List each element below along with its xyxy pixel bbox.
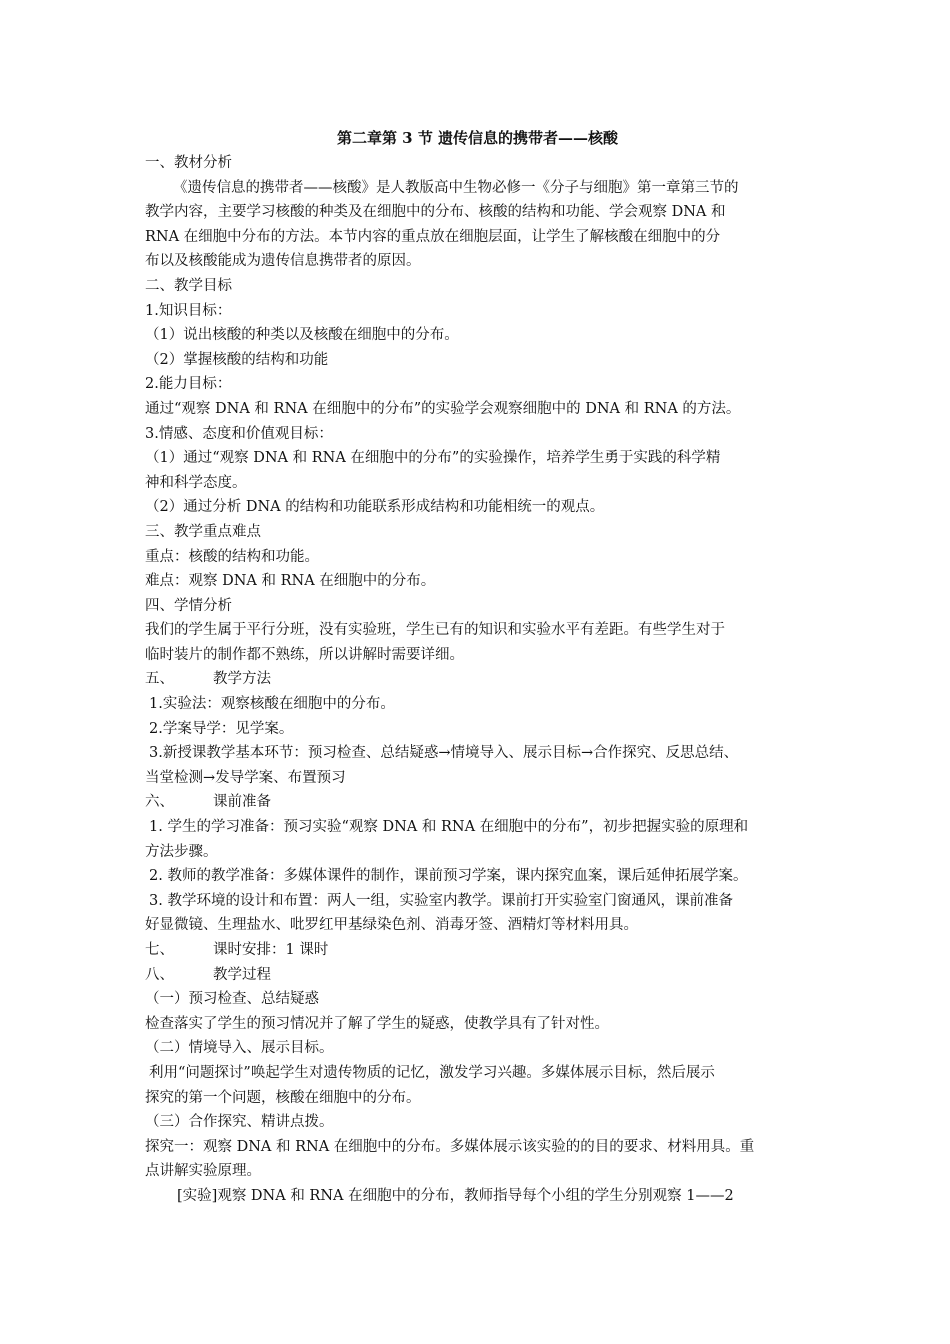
- list-item: 1.实验法：观察核酸在细胞中的分布。: [149, 696, 395, 713]
- paragraph-line: [实验]观察 DNA 和 RNA 在细胞中的分布，教师指导每个小组的学生分别观察 1——2: [177, 1187, 734, 1204]
- section-label: 课时安排：1 课时: [213, 942, 329, 958]
- section-number: 六、: [145, 794, 174, 811]
- section-number: 七、: [145, 942, 174, 958]
- section-heading-2: 二、教学目标: [145, 277, 232, 294]
- list-item: （二）情境导入、展示目标。: [145, 1040, 334, 1057]
- paragraph-line: 利用“问题探讨”唤起学生对遗传物质的记忆，激发学习兴趣。多媒体展示目标，然后展示: [149, 1064, 715, 1081]
- subheading: 1.知识目标：: [145, 302, 232, 319]
- section-heading-4: 四、学情分析: [145, 597, 232, 614]
- paragraph-line: RNA 在细胞中分布的方法。本节内容的重点放在细胞层面，让学生了解核酸在细胞中的分: [145, 228, 721, 245]
- list-item: （一）预习检查、总结疑惑: [145, 991, 319, 1008]
- paragraph-line: 神和科学态度。: [145, 474, 247, 491]
- paragraph-line: 《遗传信息的携带者——核酸》是人教版高中生物必修一《分子与细胞》第一章第三节的: [173, 179, 739, 196]
- paragraph-line: 重点：核酸的结构和功能。: [145, 548, 319, 565]
- section-heading-7: [145, 938, 810, 963]
- paragraph-line: 探究一：观察 DNA 和 RNA 在细胞中的分布。多媒体展示该实验的的目的要求、材料用具。重: [145, 1138, 755, 1155]
- list-item: （三）合作探究、精讲点拨。: [145, 1114, 334, 1131]
- section-heading-3: 三、教学重点难点: [145, 523, 261, 540]
- list-item: （1）说出核酸的种类以及核酸在细胞中的分布。: [145, 327, 459, 344]
- document-title: 第二章第 3 节 遗传信息的携带者——核酸: [336, 129, 619, 147]
- document-body: [145, 126, 810, 1209]
- paragraph-line: 方法步骤。: [145, 843, 218, 860]
- section-heading-8: [145, 963, 810, 988]
- section-number: 五、: [145, 671, 174, 688]
- list-item: 3.新授课教学基本环节：预习检查、总结疑惑→情境导入、展示目标→合作探究、反思总结、: [149, 745, 739, 762]
- subheading: 2.能力目标：: [145, 376, 232, 393]
- paragraph-line: 好显微镜、生理盐水、吡罗红甲基绿染色剂、消毒牙签、酒精灯等材料用具。: [145, 917, 638, 934]
- paragraph-line: 布以及核酸能成为遗传信息携带者的原因。: [145, 253, 421, 270]
- paragraph-line: 我们的学生属于平行分班，没有实验班，学生已有的知识和实验水平有差距。有些学生对于: [145, 622, 725, 639]
- paragraph-line: 检查落实了学生的预习情况并了解了学生的疑惑，使教学具有了针对性。: [145, 1015, 609, 1032]
- list-item: 2. 教师的教学准备：多媒体课件的制作，课前预习学案，课内探究血案，课后延伸拓展学案。: [149, 868, 748, 885]
- paragraph-line: 探究的第一个问题，核酸在细胞中的分布。: [145, 1089, 421, 1106]
- section-heading-1: 一、教材分析: [145, 155, 232, 171]
- list-item: 1. 学生的学习准备：预习实验“观察 DNA 和 RNA 在细胞中的分布”，初步把握实验的原理和: [149, 819, 749, 836]
- paragraph-line: 当堂检测→发导学案、布置预习: [145, 769, 346, 786]
- list-item: 3. 教学环境的设计和布置：两人一组，实验室内教学。课前打开实验室门窗通风，课前准备: [149, 892, 733, 909]
- section-label: 课前准备: [213, 794, 271, 811]
- section-heading-6: [145, 790, 810, 815]
- paragraph-line: 难点：观察 DNA 和 RNA 在细胞中的分布。: [145, 573, 436, 590]
- paragraph-line: 通过“观察 DNA 和 RNA 在细胞中的分布”的实验学会观察细胞中的 DNA 和 RNA 的方法。: [145, 400, 741, 417]
- subheading: 3.情感、态度和价值观目标：: [145, 425, 333, 442]
- list-item: （1）通过“观察 DNA 和 RNA 在细胞中的分布”的实验操作，培养学生勇于实践的科学精: [145, 450, 721, 467]
- paragraph-line: 点讲解实验原理。: [145, 1163, 261, 1180]
- section-label: 教学过程: [213, 966, 271, 983]
- paragraph-line: 教学内容，主要学习核酸的种类及在细胞中的分布、核酸的结构和功能、学会观察 DNA 和: [145, 204, 726, 221]
- list-item: （2）通过分析 DNA 的结构和功能联系形成结构和功能相统一的观点。: [145, 499, 605, 516]
- list-item: 2.学案导学：见学案。: [149, 720, 294, 737]
- section-heading-5: [145, 667, 810, 692]
- section-label: 教学方法: [213, 671, 271, 688]
- paragraph-line: 临时装片的制作都不熟练，所以讲解时需要详细。: [145, 646, 464, 663]
- section-number: 八、: [145, 966, 174, 983]
- list-item: （2）掌握核酸的结构和功能: [145, 351, 329, 368]
